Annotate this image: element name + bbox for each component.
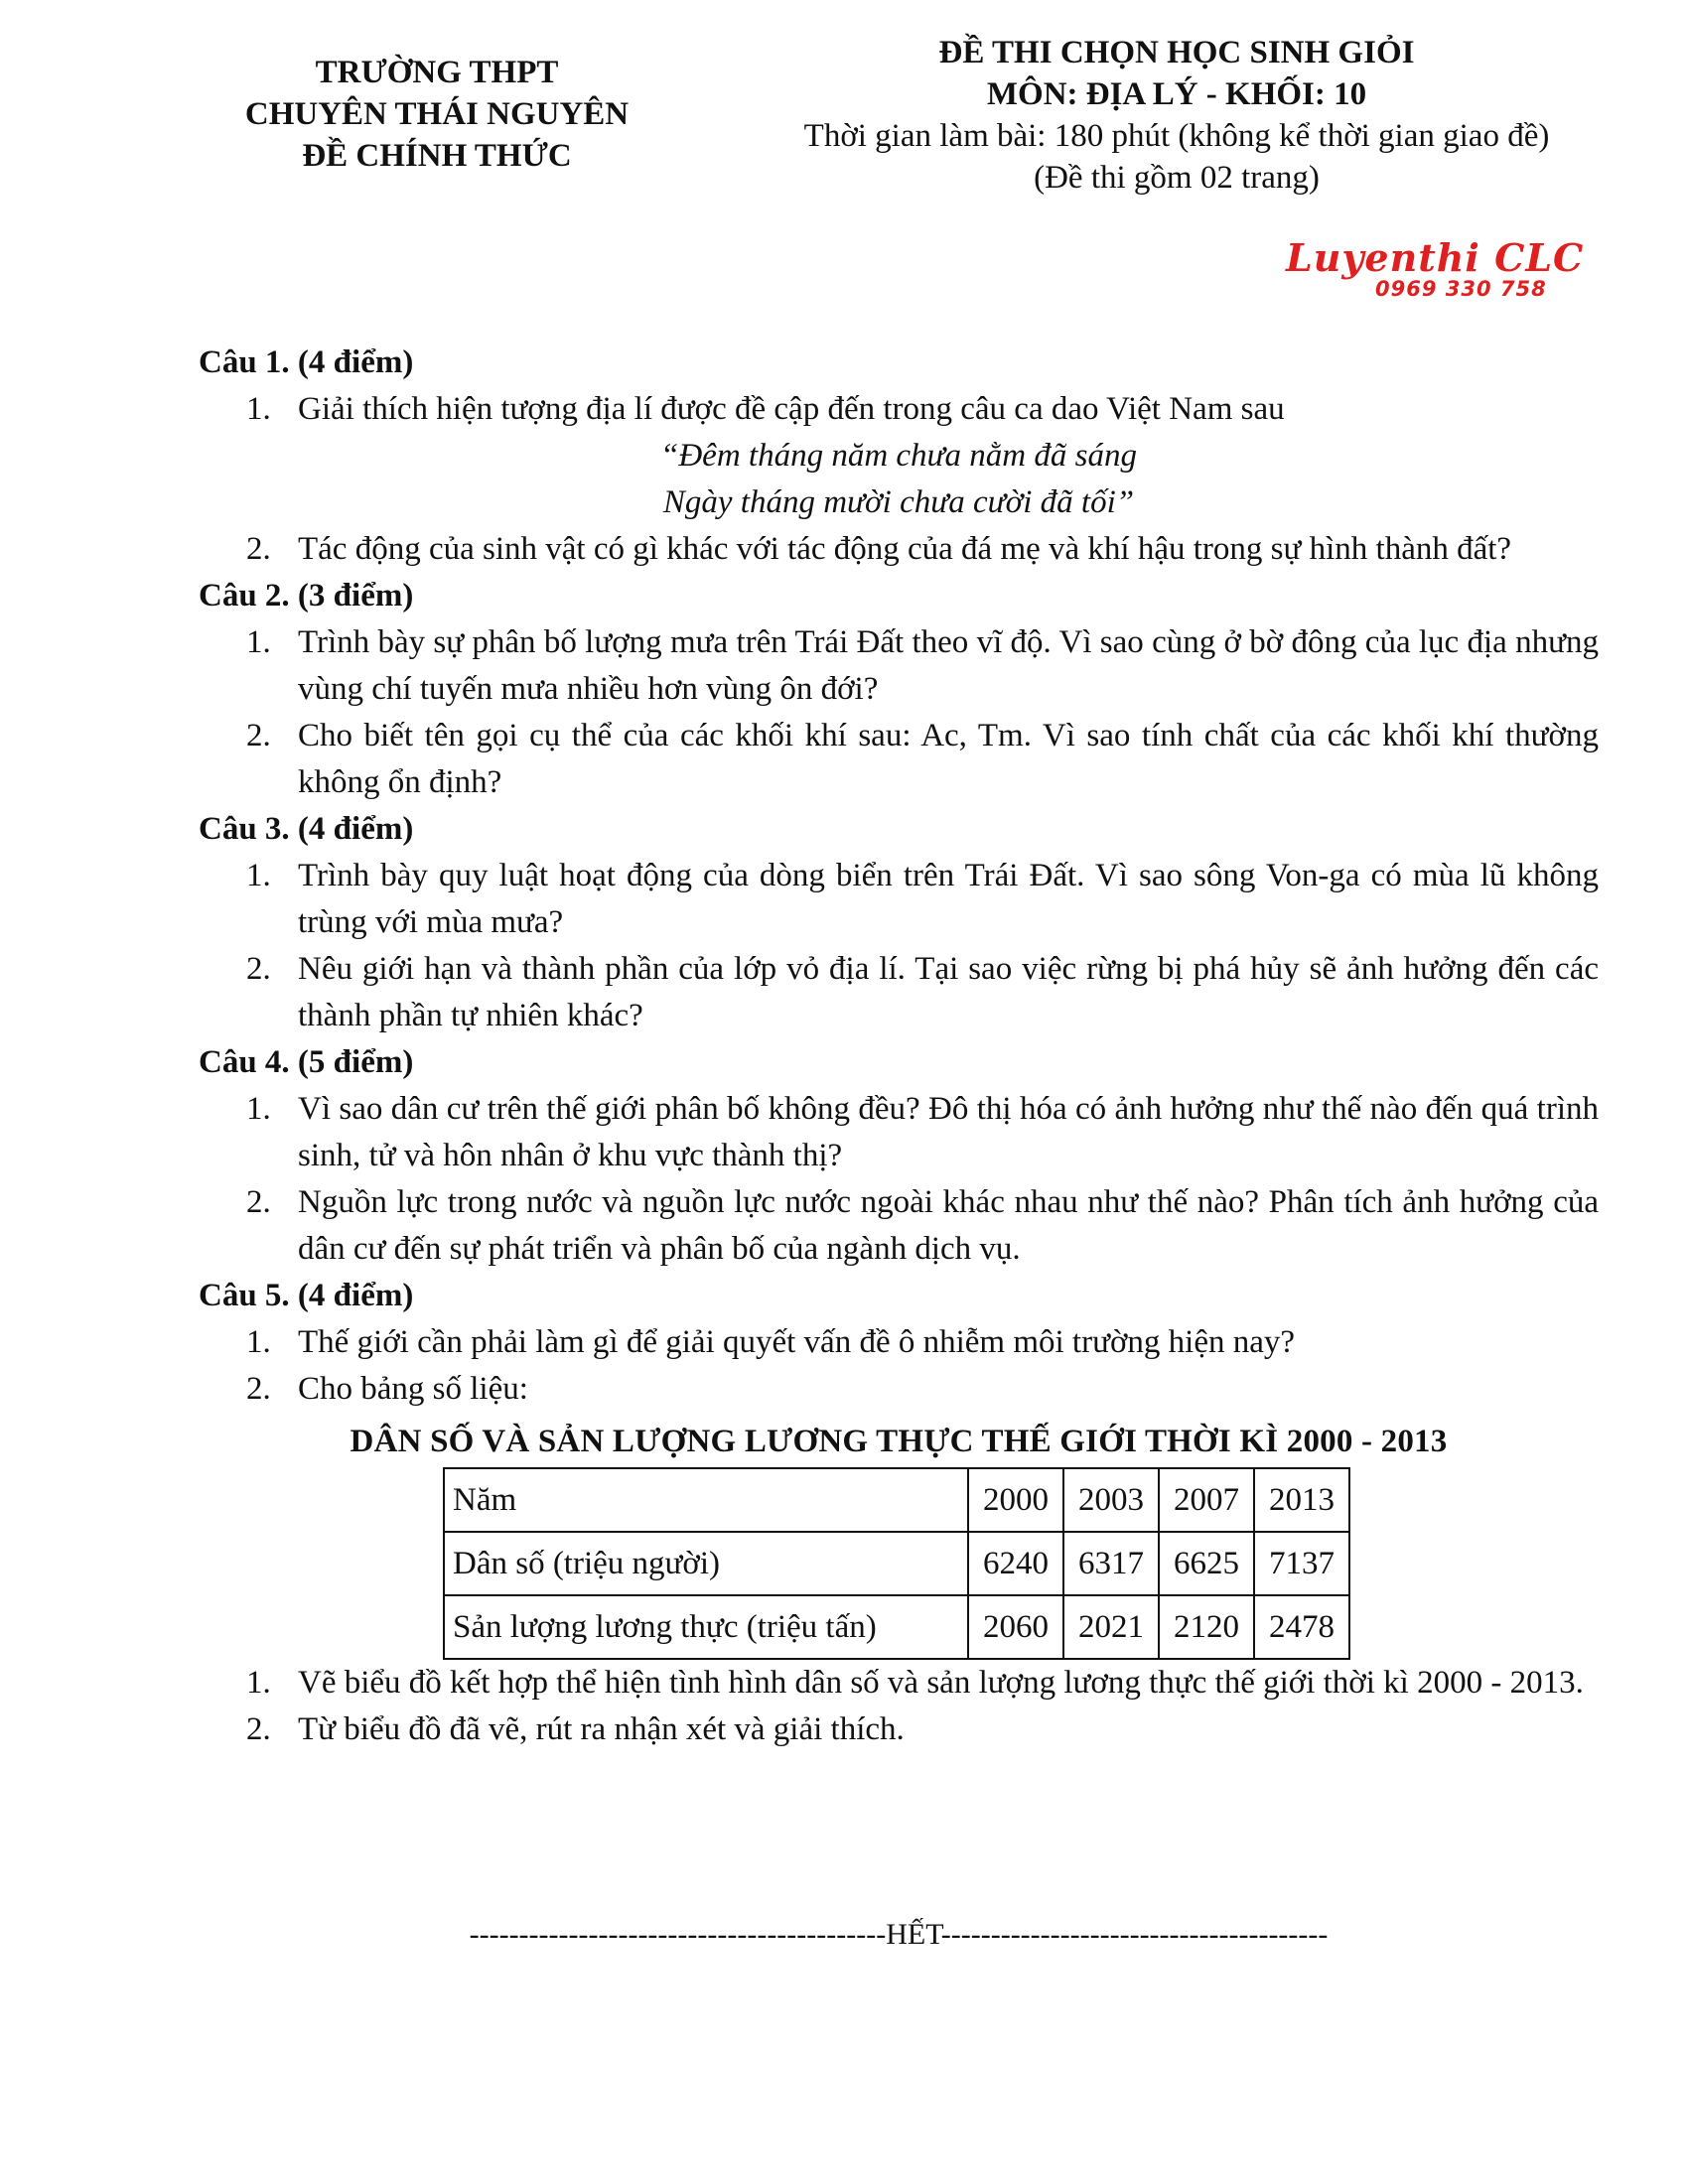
question-4-title: Câu 4. (5 điểm) <box>199 1044 414 1080</box>
question-5-item-2 <box>199 1366 1599 1413</box>
school-line-1: TRƯỜNG THPT <box>315 55 559 90</box>
item-text: Vì sao dân cư trên thế giới phân bố không đều? Đô thị hóa có ảnh hưởng như thế nào đến quá trình sinh, tử và hôn nhân ở khu vực thành thị? <box>298 1091 1599 1173</box>
table-cell: 6625 <box>1159 1532 1254 1595</box>
question-3-item-2 <box>199 946 1599 1039</box>
verse-line-1: “Đêm tháng năm chưa nằm đã sáng <box>660 438 1137 474</box>
end-marker: ------------------------------------------HẾT--------------------------------------- <box>469 1918 1329 1951</box>
table-row <box>444 1532 1349 1595</box>
item-text: Thế giới cần phải làm gì để giải quyết vấn đề ô nhiễm môi trường hiện nay? <box>298 1324 1296 1360</box>
question-2-item-2 <box>199 713 1599 806</box>
item-number: 2. <box>246 1711 271 1747</box>
item-number: 2. <box>246 1184 271 1220</box>
item-number: 2. <box>246 951 271 987</box>
question-3-title: Câu 3. (4 điểm) <box>199 811 414 847</box>
table-row <box>444 1595 1349 1659</box>
item-number: 1. <box>246 624 271 660</box>
item-number: 2. <box>246 718 271 753</box>
table-cell: 2021 <box>1063 1595 1159 1659</box>
verse-line-2: Ngày tháng mười chưa cười đã tối” <box>662 484 1135 520</box>
item-text: Giải thích hiện tượng địa lí được đề cập đến trong câu ca dao Việt Nam sau <box>298 391 1285 427</box>
item-text: Tác động của sinh vật có gì khác với tác động của đá mẹ và khí hậu trong sự hình thành đất? <box>298 531 1512 567</box>
table-header-cell: 2013 <box>1254 1468 1349 1532</box>
item-number: 1. <box>246 1665 271 1701</box>
table-cell: 7137 <box>1254 1532 1349 1595</box>
school-header <box>199 52 675 177</box>
exam-pages: (Đề thi gồm 02 trang) <box>1034 160 1320 196</box>
watermark-brand: Luyenthi CLC <box>1286 235 1585 280</box>
watermark-phone: 0969 330 758 <box>1375 277 1547 301</box>
item-number: 1. <box>246 391 271 427</box>
question-1-title: Câu 1. (4 điểm) <box>199 344 414 380</box>
exam-title: ĐỀ THI CHỌN HỌC SINH GIỎI <box>938 35 1415 70</box>
item-text: Từ biểu đồ đã vẽ, rút ra nhận xét và giải thích. <box>298 1711 905 1747</box>
item-text: Nguồn lực trong nước và nguồn lực nước ngoài khác nhau như thế nào? Phân tích ảnh hưởng của dân cư đến sự phát triển và phân bố của ngành dịch vụ. <box>298 1184 1599 1267</box>
item-text: Nêu giới hạn và thành phần của lớp vỏ địa lí. Tại sao việc rừng bị phá hủy sẽ ảnh hưởng đến các thành phần tự nhiên khác? <box>298 951 1599 1033</box>
question-1-item-1 <box>199 386 1599 433</box>
question-5-item-1 <box>199 1319 1599 1366</box>
table-cell: Sản lượng lương thực (triệu tấn) <box>444 1595 968 1659</box>
question-1-item-2 <box>199 526 1599 573</box>
item-text: Trình bày sự phân bố lượng mưa trên Trái Đất theo vĩ độ. Vì sao cùng ở bờ đông của lục địa nhưng vùng chí tuyến mưa nhiều hơn vùng ôn đới? <box>298 624 1599 707</box>
exam-header <box>725 32 1628 199</box>
item-text: Cho bảng số liệu: <box>298 1371 528 1407</box>
table-cell: 6240 <box>968 1532 1063 1595</box>
table-cell: 6317 <box>1063 1532 1159 1595</box>
item-text: Cho biết tên gọi cụ thể của các khối khí sau: Ac, Tm. Vì sao tính chất của các khối khí thường không ổn định? <box>298 718 1599 800</box>
exam-body <box>199 340 1599 1753</box>
table-title: DÂN SỐ VÀ SẢN LƯỢNG LƯƠNG THỰC THẾ GIỚI THỜI KÌ 2000 - 2013 <box>350 1424 1448 1459</box>
data-table <box>443 1467 1350 1660</box>
exam-time: Thời gian làm bài: 180 phút (không kể thời gian giao đề) <box>803 118 1550 154</box>
watermark-logo <box>1286 235 1614 308</box>
table-header-cell: 2003 <box>1063 1468 1159 1532</box>
item-text: Trình bày quy luật hoạt động của dòng biển trên Trái Đất. Vì sao sông Von-ga có mùa lũ không trùng với mùa mưa? <box>298 858 1599 940</box>
question-5-title: Câu 5. (4 điểm) <box>199 1278 414 1313</box>
question-2-item-1 <box>199 619 1599 713</box>
item-number: 1. <box>246 858 271 893</box>
item-number: 2. <box>246 1371 271 1407</box>
table-cell: 2478 <box>1254 1595 1349 1659</box>
item-number: 2. <box>246 531 271 567</box>
table-header-row <box>444 1468 1349 1532</box>
table-header-cell: 2007 <box>1159 1468 1254 1532</box>
item-number: 1. <box>246 1091 271 1127</box>
question-3-item-1 <box>199 853 1599 946</box>
question-5-task-2 <box>199 1706 1599 1753</box>
question-4-item-2 <box>199 1179 1599 1273</box>
question-2-title: Câu 2. (3 điểm) <box>199 578 414 614</box>
school-line-2: CHUYÊN THÁI NGUYÊN <box>244 96 630 132</box>
question-4-item-1 <box>199 1086 1599 1179</box>
table-cell: Dân số (triệu người) <box>444 1532 968 1595</box>
question-5-task-1 <box>199 1660 1599 1706</box>
exam-subject: MÔN: ĐỊA LÝ - KHỐI: 10 <box>986 76 1367 112</box>
table-header-cell: 2000 <box>968 1468 1063 1532</box>
table-cell: 2060 <box>968 1595 1063 1659</box>
item-number: 1. <box>246 1324 271 1360</box>
item-text: Vẽ biểu đồ kết hợp thể hiện tình hình dân số và sản lượng lương thực thế giới thời kì 2000 - 2013. <box>298 1665 1584 1701</box>
table-header-cell: Năm <box>444 1468 968 1532</box>
table-cell: 2120 <box>1159 1595 1254 1659</box>
official-label: ĐỀ CHÍNH THỨC <box>302 138 572 174</box>
